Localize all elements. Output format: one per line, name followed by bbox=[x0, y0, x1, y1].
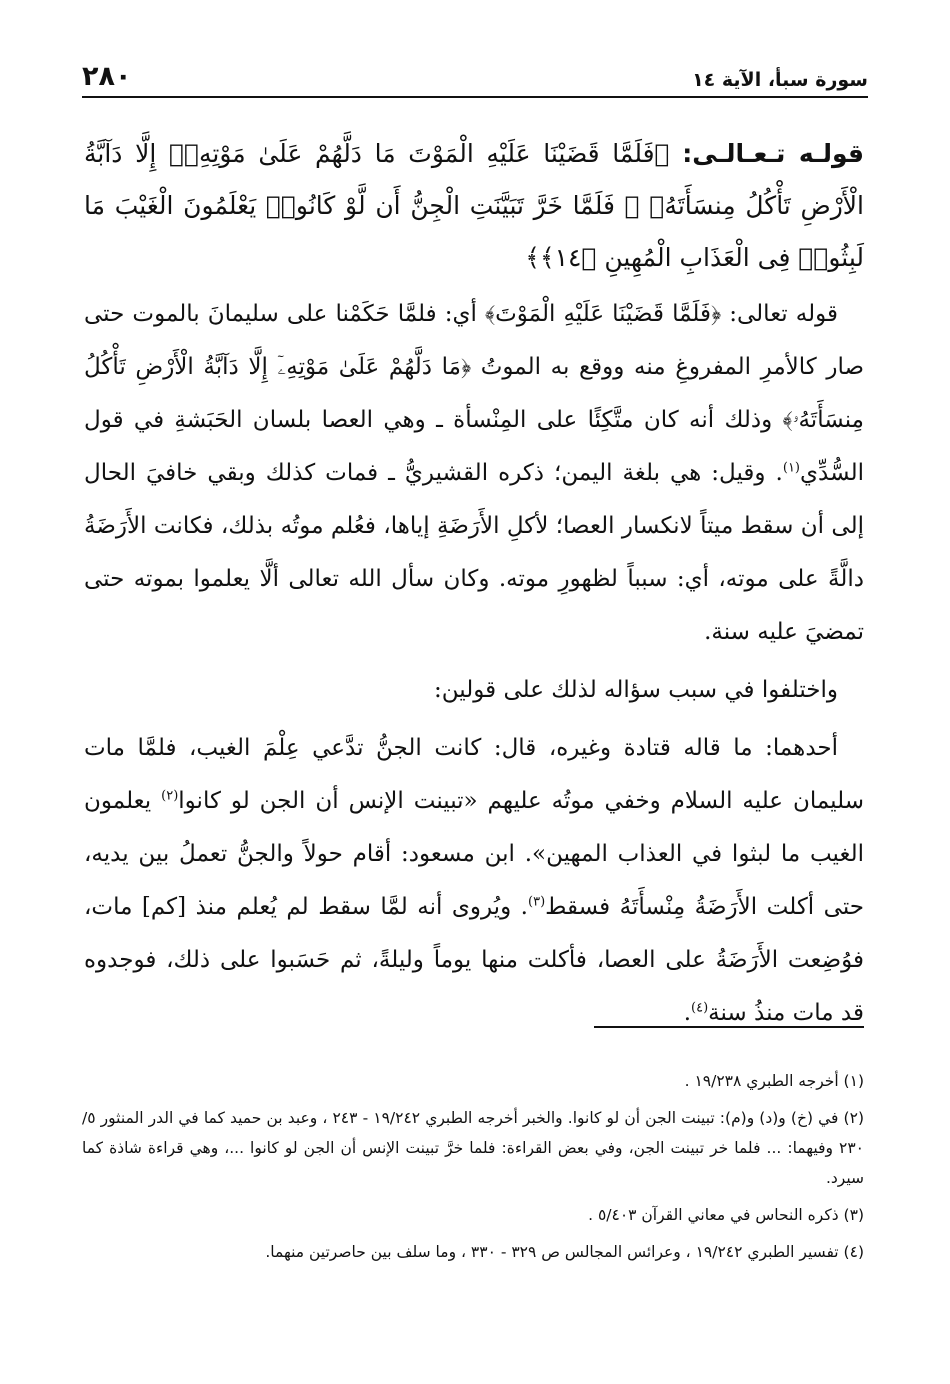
footnote-ref-1: (١) bbox=[782, 460, 800, 476]
footnotes bbox=[82, 1066, 864, 1274]
paragraph-2: واختلفوا في سبب سؤاله لذلك على قولين: bbox=[434, 677, 838, 703]
footnote-1: (١) أخرجه الطبري ١٩/٢٣٨ . bbox=[684, 1072, 864, 1090]
paragraph-3-text-c: . ويُروى أنه لمَّا سقط لم يُعلم منذ [كم] مات، فوُضِعت الأَرَضَةُ على العصا، فأكلت منها يوماً وليلةً، ثم حَسَبوا على ذلك، فوجدوه قد مات منذُ سنة bbox=[84, 894, 864, 1026]
main-text bbox=[84, 128, 864, 1045]
page-number: ٢٨٠ bbox=[82, 61, 132, 92]
footnote-ref-2: (٢) bbox=[161, 788, 179, 804]
verse-text: ﴿فَلَمَّا قَضَيْنَا عَلَيْهِ الْمَوْتَ مَا دَلَّهُمْ عَلَىٰ مَوْتِهِۦٓ إِلَّا دَآبَّةُ الْأَرْضِ تَأْكُلُ مِنسَأَتَهُۥ ۖ فَلَمَّا خَرَّ تَبَيَّنَتِ الْجِنُّ أَن لَّوْ كَانُوا۟ يَعْلَمُونَ الْغَيْبَ مَا لَبِثُوا۟ فِى الْعَذَابِ الْمُهِينِ ﴿١٤﴾﴾ bbox=[84, 139, 864, 272]
paragraph-1-text-b: . وقيل: هي بلغة اليمن؛ ذكره القشيريُّ ـ فمات كذلك وبقي خافيَ الحال إلى أن سقط ميتاً لانكسار العصا؛ لأكلِ الأَرَضَةِ إياها، فعُلم موتُه بذلك، فكانت الأَرَضَةُ دالَّةً على موته، أي: سبباً لظهورِ موته. وكان سأل الله تعالى ألَّا يعلموا بموته حتى تمضيَ عليه سنة. bbox=[84, 460, 864, 645]
paragraph-1-text-a: قوله تعالى: ﴿فَلَمَّا قَضَيْنَا عَلَيْهِ الْمَوْتَ﴾ أي: فلمَّا حَكَمْنا على سليمانَ بالموت حتى صار كالأمرِ المفروغِ منه ووقع به الموتُ ﴿مَا دَلَّهُمْ عَلَىٰ مَوْتِهِۦٓ إِلَّا دَآبَّةُ الْأَرْضِ تَأْكُلُ مِنسَأَتَهُۥ﴾ وذلك أنه كان متَّكِئًا على المِنْسأة ـ وهي العصا بلسان الحَبَشةِ في قول السُّدِّي bbox=[84, 301, 864, 486]
paragraph-3 bbox=[84, 722, 864, 1040]
footnote-divider bbox=[594, 1026, 864, 1028]
paragraph-1 bbox=[84, 288, 864, 659]
paragraph-3-text-b: يعلمون الغيب ما لبثوا في العذاب المهين». ابن مسعود: أقام حولاً والجنُّ تعملُ بين يديه، حتى أكلت الأَرَضَةُ مِنْسأَتَهُ فسقط bbox=[84, 788, 864, 920]
verse-lead: قولـه تـعـالـى: bbox=[682, 139, 864, 168]
footnote-ref-4: (٤) bbox=[691, 1000, 709, 1016]
paragraph-3-text-a: أحدهما: ما قاله قتادة وغيره، قال: كانت الجنُّ تدَّعي عِلْمَ الغيب، فلمَّا مات سليمان عليه السلام وخفي موتُه عليهم «تبينت الإنس أن الجن لو كانوا bbox=[84, 735, 864, 814]
footnote-3: (٣) ذكره النحاس في معاني القرآن ٥/٤٠٣ . bbox=[588, 1206, 864, 1224]
footnote-ref-3: (٣) bbox=[528, 894, 546, 910]
page-header bbox=[82, 58, 868, 98]
running-title: سورة سبأ، الآية ١٤ bbox=[692, 69, 868, 91]
paragraph-3-text-d: . bbox=[683, 1000, 691, 1026]
verse-block bbox=[84, 128, 864, 284]
footnote-2: (٢) في (خ) و(د) و(م): تبينت الجن أن لو كانوا. والخبر أخرجه الطبري ١٩/٢٤٢ - ٢٤٣ ، وعبد بن حميد كما في الدر المنثور ٥/ ٢٣٠ وفيهما: ... فلما خر تبينت الجن، وفي بعض القراءة: فلما خرَّ تبينت الإنس أن الجن لو كانوا ...، وهي قراءة شاذة كما سيرد. bbox=[82, 1109, 864, 1187]
footnote-4: (٤) تفسير الطبري ١٩/٢٤٢ ، وعرائس المجالس ص ٣٢٩ - ٣٣٠ ، وما سلف بين حاصرتين منهما. bbox=[265, 1243, 864, 1261]
